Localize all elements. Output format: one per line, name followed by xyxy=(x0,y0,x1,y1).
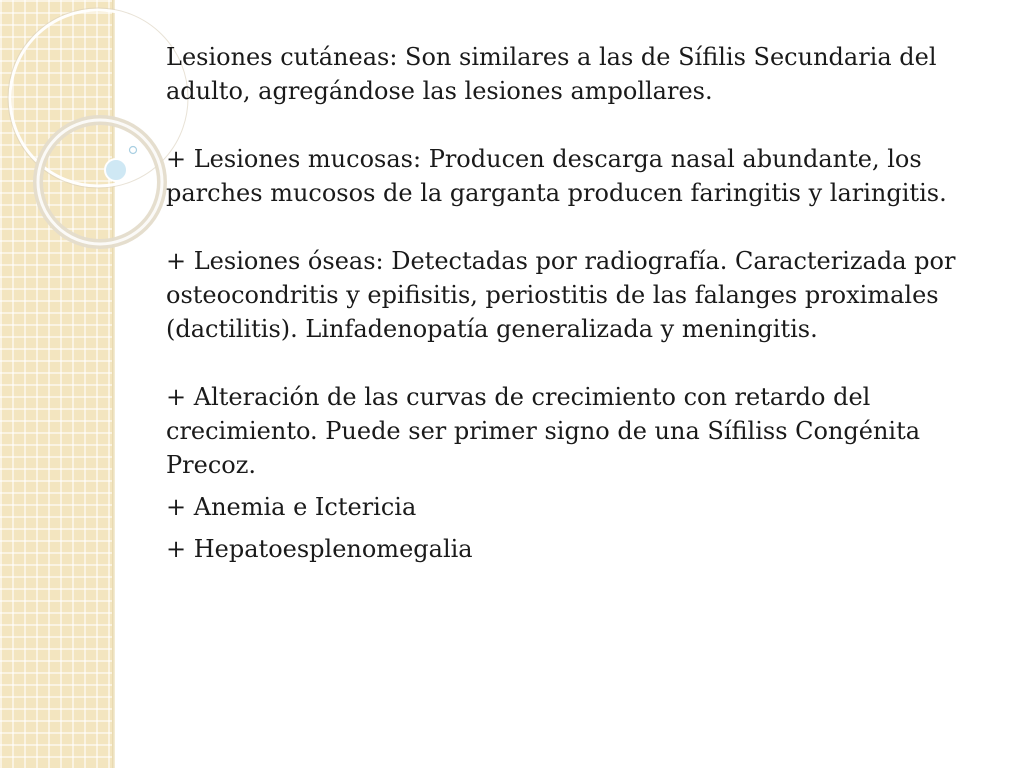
blue-dot xyxy=(105,159,127,181)
paragraph-lesiones-mucosas: + Lesiones mucosas: Producen descarga nasal abundante, los parches mucosos de la garganta producen faringitis y laringitis. xyxy=(166,145,947,207)
slide-body xyxy=(166,40,956,566)
paragraph-anemia-ictericia: + Anemia e Ictericia xyxy=(166,493,417,521)
middle-ring-highlight xyxy=(38,120,162,244)
paragraph-lesiones-oseas: + Lesiones óseas: Detectadas por radiografía. Caracterizada por osteocondritis y epifisitis, periostitis de las falanges proximales (dactilitis). Linfadenopatía generalizada y meningitis. xyxy=(166,247,956,343)
paragraph-alteracion-crecimiento: + Alteración de las curvas de crecimiento con retardo del crecimiento. Puede ser primer signo de una Sífiliss Congénita Precoz. xyxy=(166,383,921,479)
paragraph-hepatoesplenomegalia: + Hepatoesplenomegalia xyxy=(166,535,473,563)
small-ring xyxy=(130,147,137,154)
paragraph-lesiones-cutaneas: Lesiones cutáneas: Son similares a las de Sífilis Secundaria del adulto, agregándose las lesiones ampollares. xyxy=(166,43,937,105)
